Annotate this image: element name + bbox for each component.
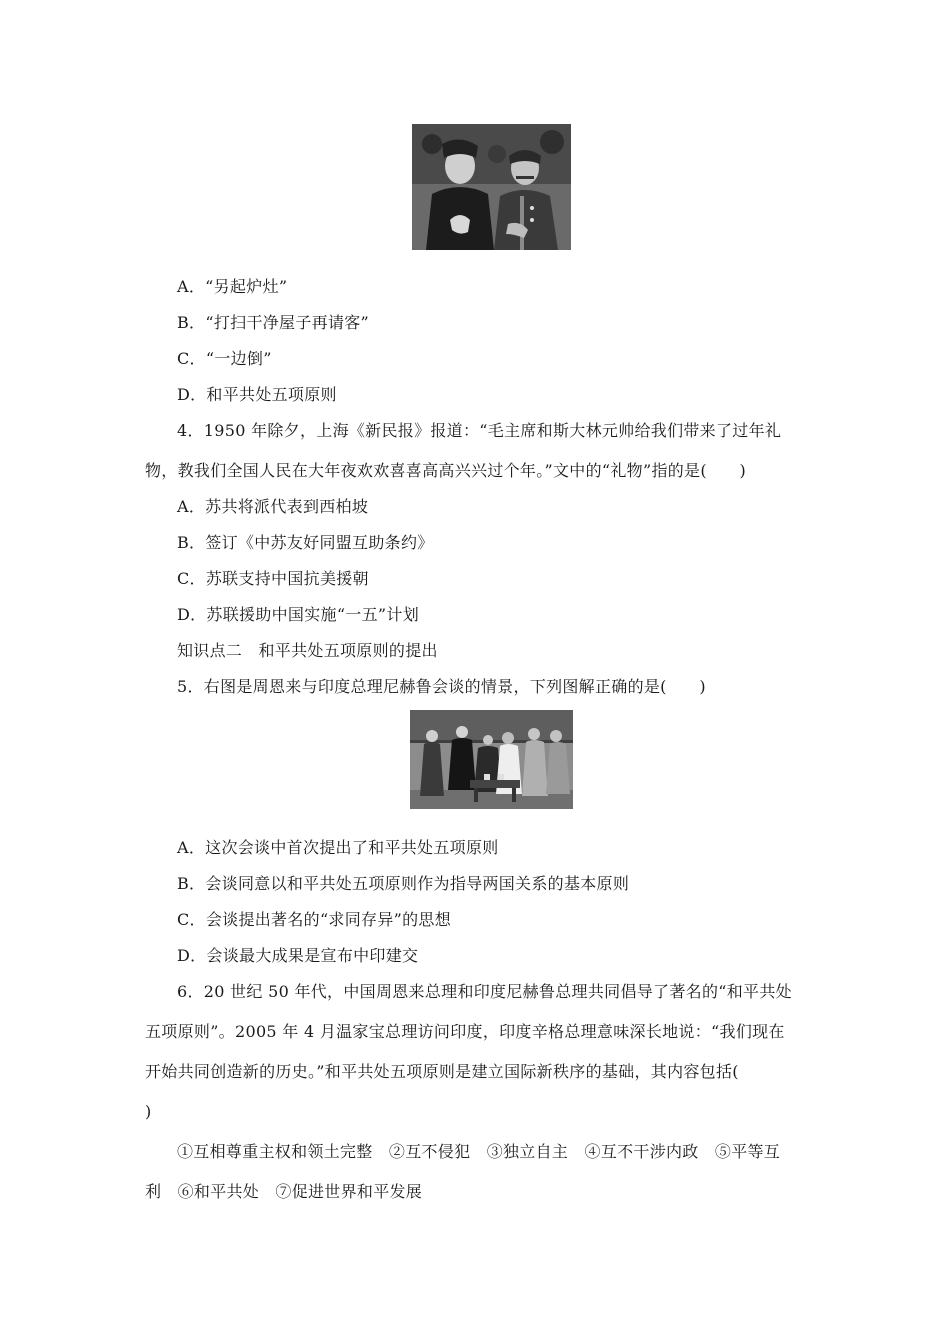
q3-option-c: C．“一边倒”: [177, 349, 272, 368]
q6-items-line1: ①互相尊重主权和领土完整 ②互不侵犯 ③独立自主 ④互不干涉内政 ⑤平等互: [177, 1142, 781, 1161]
q4-option-c: C．苏联支持中国抗美援朝: [177, 569, 369, 588]
q5-option-c: C．会谈提出著名的“求同存异”的思想: [177, 910, 452, 929]
q4-stem-line2: 物，教我们全国人民在大年夜欢欢喜喜高高兴兴过个年。”文中的“礼物”指的是( ): [145, 461, 747, 480]
q3-option-a: A．“另起炉灶”: [177, 277, 288, 296]
q4-option-b: B．签订《中苏友好同盟互助条约》: [177, 533, 434, 552]
q6-stem-line2: 五项原则”。2005 年 4 月温家宝总理访问印度，印度辛格总理意味深长地说：“我们现在: [145, 1022, 785, 1041]
q6-stem-line1: 6．20 世纪 50 年代，中国周恩来总理和印度尼赫鲁总理共同倡导了著名的“和平共处: [177, 982, 792, 1001]
q4-stem-line1: 4．1950 年除夕，上海《新民报》报道：“毛主席和斯大林元帅给我们带来了过年礼: [177, 421, 782, 440]
q4-option-a: A．苏共将派代表到西柏坡: [177, 497, 369, 516]
q6-stem-line4: ): [145, 1102, 152, 1121]
q6-stem-line3: 开始共同创造新的历史。”和平共处五项原则是建立国际新秩序的基础，其内容包括(: [145, 1062, 739, 1081]
photo-meeting: [410, 710, 573, 809]
q6-items-line2: 利 ⑥和平共处 ⑦促进世界和平发展: [145, 1182, 423, 1201]
q4-option-d: D．苏联援助中国实施“一五”计划: [177, 605, 419, 624]
q3-option-d: D．和平共处五项原则: [177, 385, 337, 404]
q5-option-a: A．这次会谈中首次提出了和平共处五项原则: [177, 838, 499, 857]
section-heading: 知识点二 和平共处五项原则的提出: [177, 641, 438, 660]
q5-option-b: B．会谈同意以和平共处五项原则作为指导两国关系的基本原则: [177, 874, 630, 893]
photo-two-leaders: [412, 124, 571, 250]
q5-stem: 5．右图是周恩来与印度总理尼赫鲁会谈的情景，下列图解正确的是( ): [177, 677, 706, 696]
q3-option-b: B．“打扫干净屋子再请客”: [177, 313, 370, 332]
q5-option-d: D．会谈最大成果是宣布中印建交: [177, 946, 419, 965]
